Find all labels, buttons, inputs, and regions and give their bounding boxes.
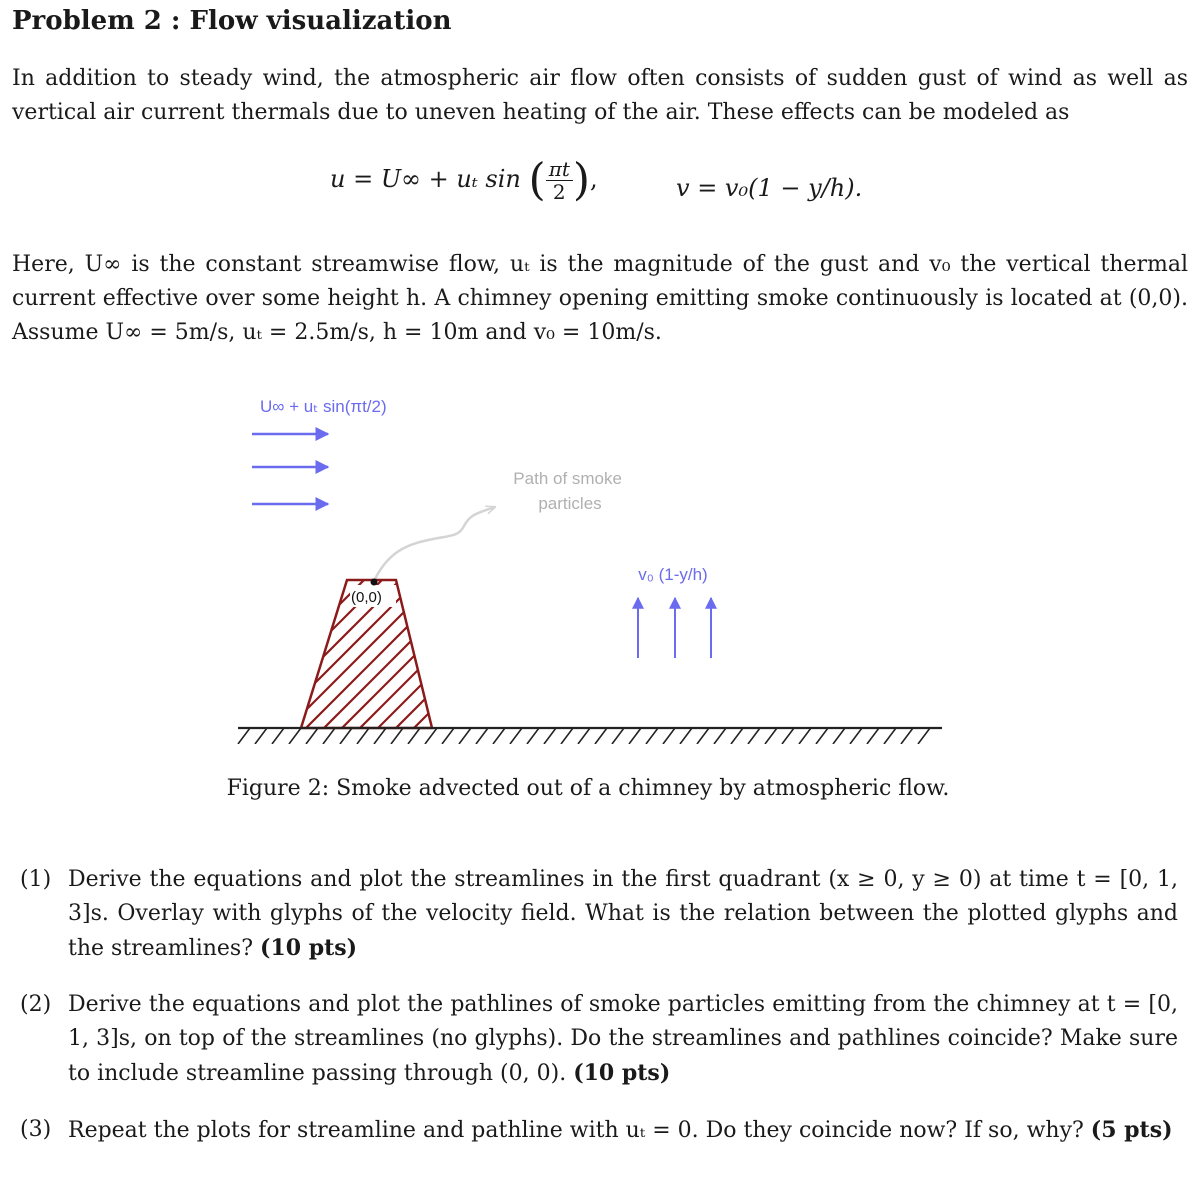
question-3-number: (3) (20, 1117, 52, 1142)
intro-paragraph: In addition to steady wind, the atmospheric air flow often consists of sudden gust of wind as well as vertical air current thermals due to uneven heating of the air. These effects can be modeled as (12, 66, 1188, 125)
question-1-number: (1) (20, 867, 52, 892)
question-1-points: (10 pts) (260, 935, 358, 961)
inflow-label: U∞ + uₜ sin(πt/2) (260, 397, 387, 416)
equation-u: u = U∞ + uₜ sin ( $\frac{\pi t}{2}$ ), (330, 154, 598, 206)
origin-label: (0,0) (351, 589, 382, 606)
question-1-text: Derive the equations and plot the streamlines in the first quadrant (x ≥ 0, y ≥ 0) at time t = [0, 1, 3]s. Overlay with glyphs of the velocity field. What is the relation between the plotted glyphs and the streamlines? (68, 867, 1178, 961)
smoke-path-label-line-1: Path of smoke (513, 469, 622, 488)
inflow-arrows (252, 434, 328, 504)
thermal-arrows (638, 598, 711, 658)
question-2-number: (2) (20, 992, 52, 1017)
origin-point (371, 579, 378, 586)
smoke-path-label (513, 469, 626, 513)
question-2-text: Derive the equations and plot the pathlines of smoke particles emitting from the chimney at t = [0, 1, 3]s, on top of the streamlines (no glyphs). Do the streamlines and pathlines coincide? Make sure to include streamline passing through (0, 0). (68, 992, 1178, 1086)
equation-v: v = v₀(1 − y/h). (676, 174, 863, 202)
equation-u-numerator: πt (546, 158, 573, 181)
chimney (160, 530, 612, 730)
smoke-path-curve (374, 507, 495, 581)
equation-u-fraction (546, 158, 573, 203)
equation-u-lhs: u = U∞ + uₜ sin (330, 165, 521, 193)
question-3-points: (5 pts) (1090, 1117, 1173, 1143)
question-3-text: Repeat the plots for streamline and pathline with uₜ = 0. Do they coincide now? If so, why? (68, 1118, 1084, 1143)
problem-title: Problem 2 : Flow visualization (12, 6, 452, 36)
figure-caption: Figure 2: Smoke advected out of a chimney by atmospheric flow. (226, 776, 950, 801)
question-2-points: (10 pts) (573, 1060, 671, 1086)
thermal-label: v₀ (1-y/h) (638, 565, 708, 584)
chimney-figure (0, 380, 1196, 760)
ground (238, 728, 942, 744)
explanation-paragraph: Here, U∞ is the constant streamwise flow, uₜ is the magnitude of the gust and v₀ the vertical thermal current effective over some height h. A chimney opening emitting smoke continuously is located at (0,0). Assume U∞ = 5m/s, uₜ = 2.5m/s, h = 10m and v₀ = 10m/s. (12, 252, 1188, 345)
smoke-path-label-line-2: particles (538, 494, 602, 513)
equation-u-denominator: 2 (552, 180, 566, 204)
